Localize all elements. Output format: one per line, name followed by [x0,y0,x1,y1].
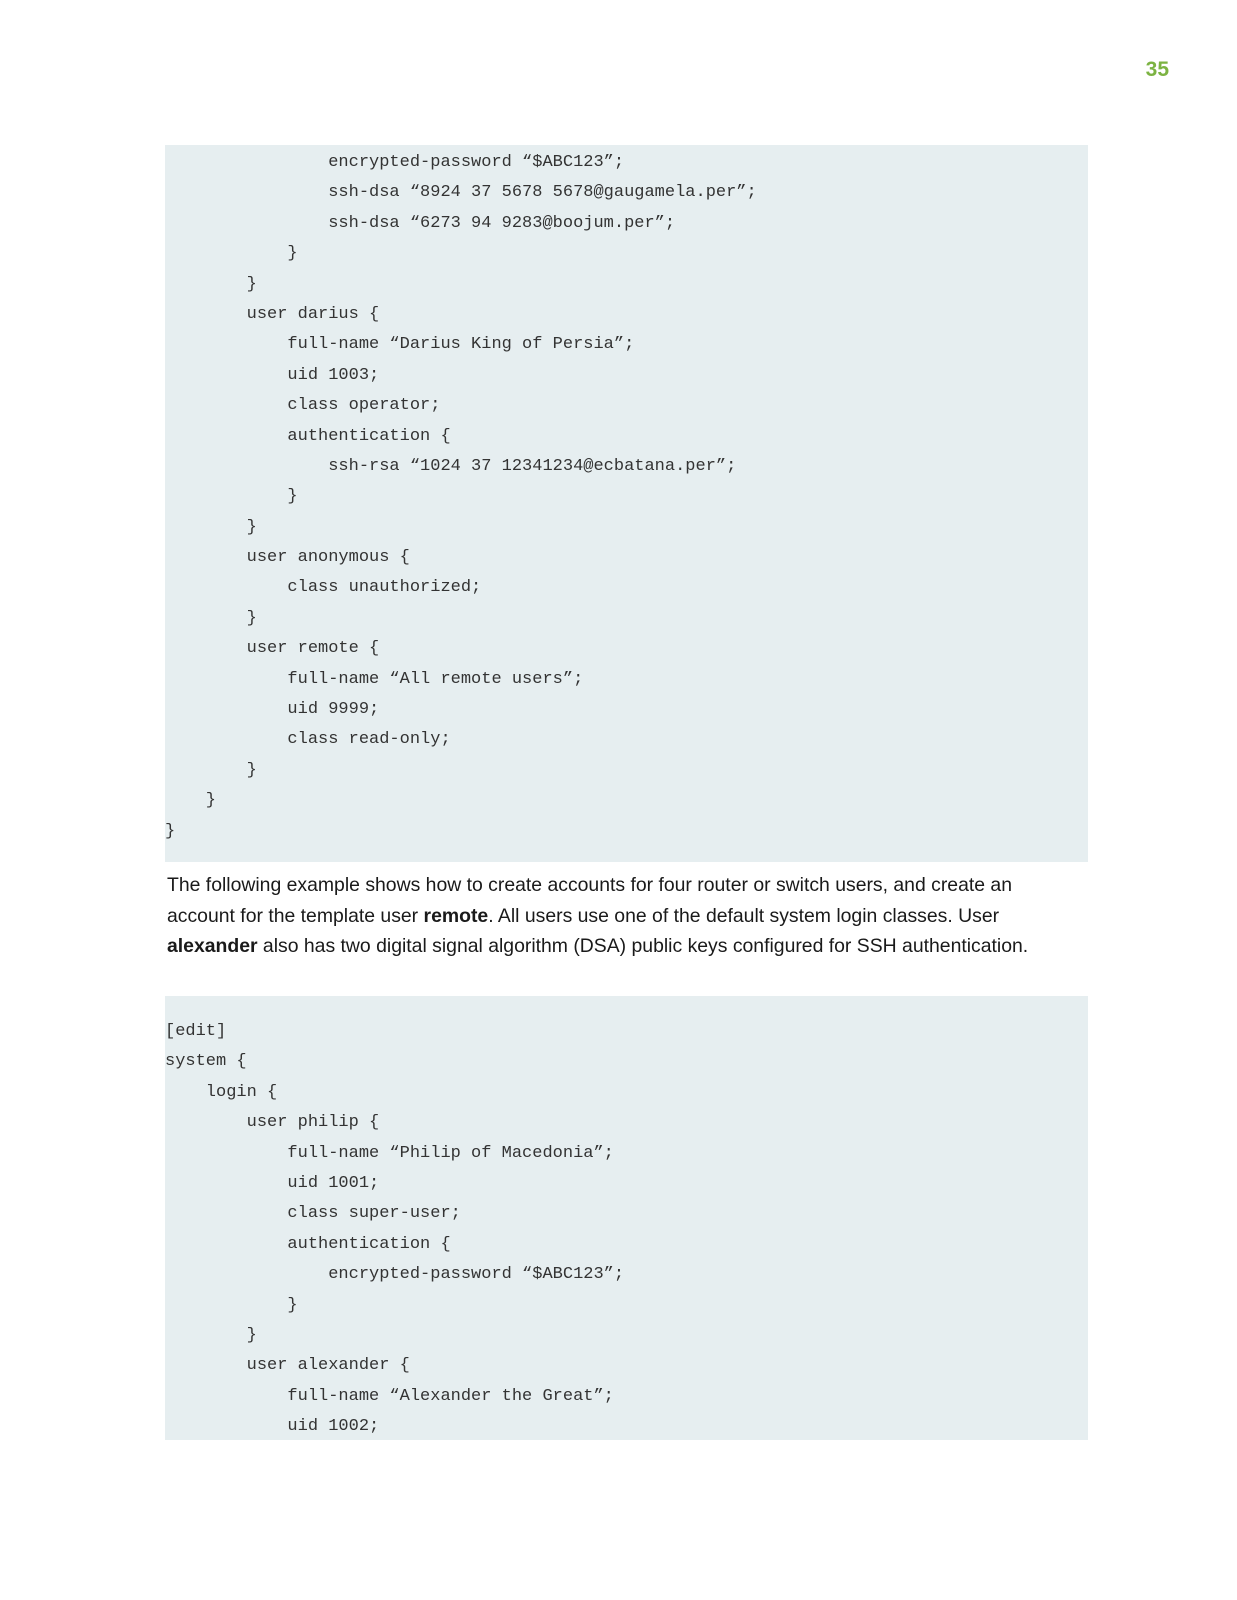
code-line: uid 1002; [165,1417,380,1437]
code-line: } [165,1295,298,1315]
code-line: } [165,791,217,811]
code-line: ssh-rsa “1024 37 12341234@ecbatana.per”; [165,456,737,476]
code-line: class super-user; [165,1204,461,1224]
code-line: user darius { [165,304,380,324]
paragraph-text: also has two digital signal algorithm (DSA) public keys configured for SSH authentication. [257,935,1029,957]
code-block-example [165,996,1088,1440]
code-line: system { [165,1052,247,1072]
code-line: full-name “All remote users”; [165,669,584,689]
code-line: } [165,517,257,537]
code-line: user anonymous { [165,548,410,568]
code-line: authentication { [165,426,451,446]
code-line: user alexander { [165,1356,410,1376]
code-block-continued [165,145,1088,862]
code-line: } [165,244,298,264]
code-line: } [165,274,257,294]
code-line: } [165,760,257,780]
code-line: ssh-dsa “6273 94 9283@boojum.per”; [165,213,676,233]
code-line: user philip { [165,1113,380,1133]
code-line: encrypted-password “$ABC123”; [165,1265,625,1285]
code-line: } [165,608,257,628]
code-line: encrypted-password “$ABC123”; [165,153,625,172]
code-line: [edit] [165,1022,227,1041]
paragraph-text: . All users use one of the default system login classes. User [488,904,1000,927]
code-line: full-name “Alexander the Great”; [165,1386,614,1406]
code-line: ssh-dsa “8924 37 5678 5678@gaugamela.per”; [165,183,757,203]
code-line: user remote { [165,639,380,659]
code-line: full-name “Philip of Macedonia”; [165,1143,614,1163]
code-line: login { [165,1082,278,1102]
code-line: class unauthorized; [165,578,482,598]
paragraph-text: The following example shows how to create accounts for four router or switch users, and create an account for the template user [167,874,1012,927]
code-line: full-name “Darius King of Persia”; [165,335,635,355]
code-line: } [165,821,176,841]
code-line: } [165,1325,257,1345]
paragraph-bold-term: alexander [167,935,258,957]
code-line: authentication { [165,1234,451,1254]
paragraph-bold-term: remote [423,904,489,927]
code-line: class read-only; [165,730,451,750]
code-line: uid 1003; [165,365,380,385]
code-line: class operator; [165,396,441,416]
page-number: 35 [1145,58,1169,81]
code-line: uid 9999; [165,700,380,720]
example-description-paragraph [167,870,1067,962]
code-line: uid 1001; [165,1173,380,1193]
code-line: } [165,487,298,507]
